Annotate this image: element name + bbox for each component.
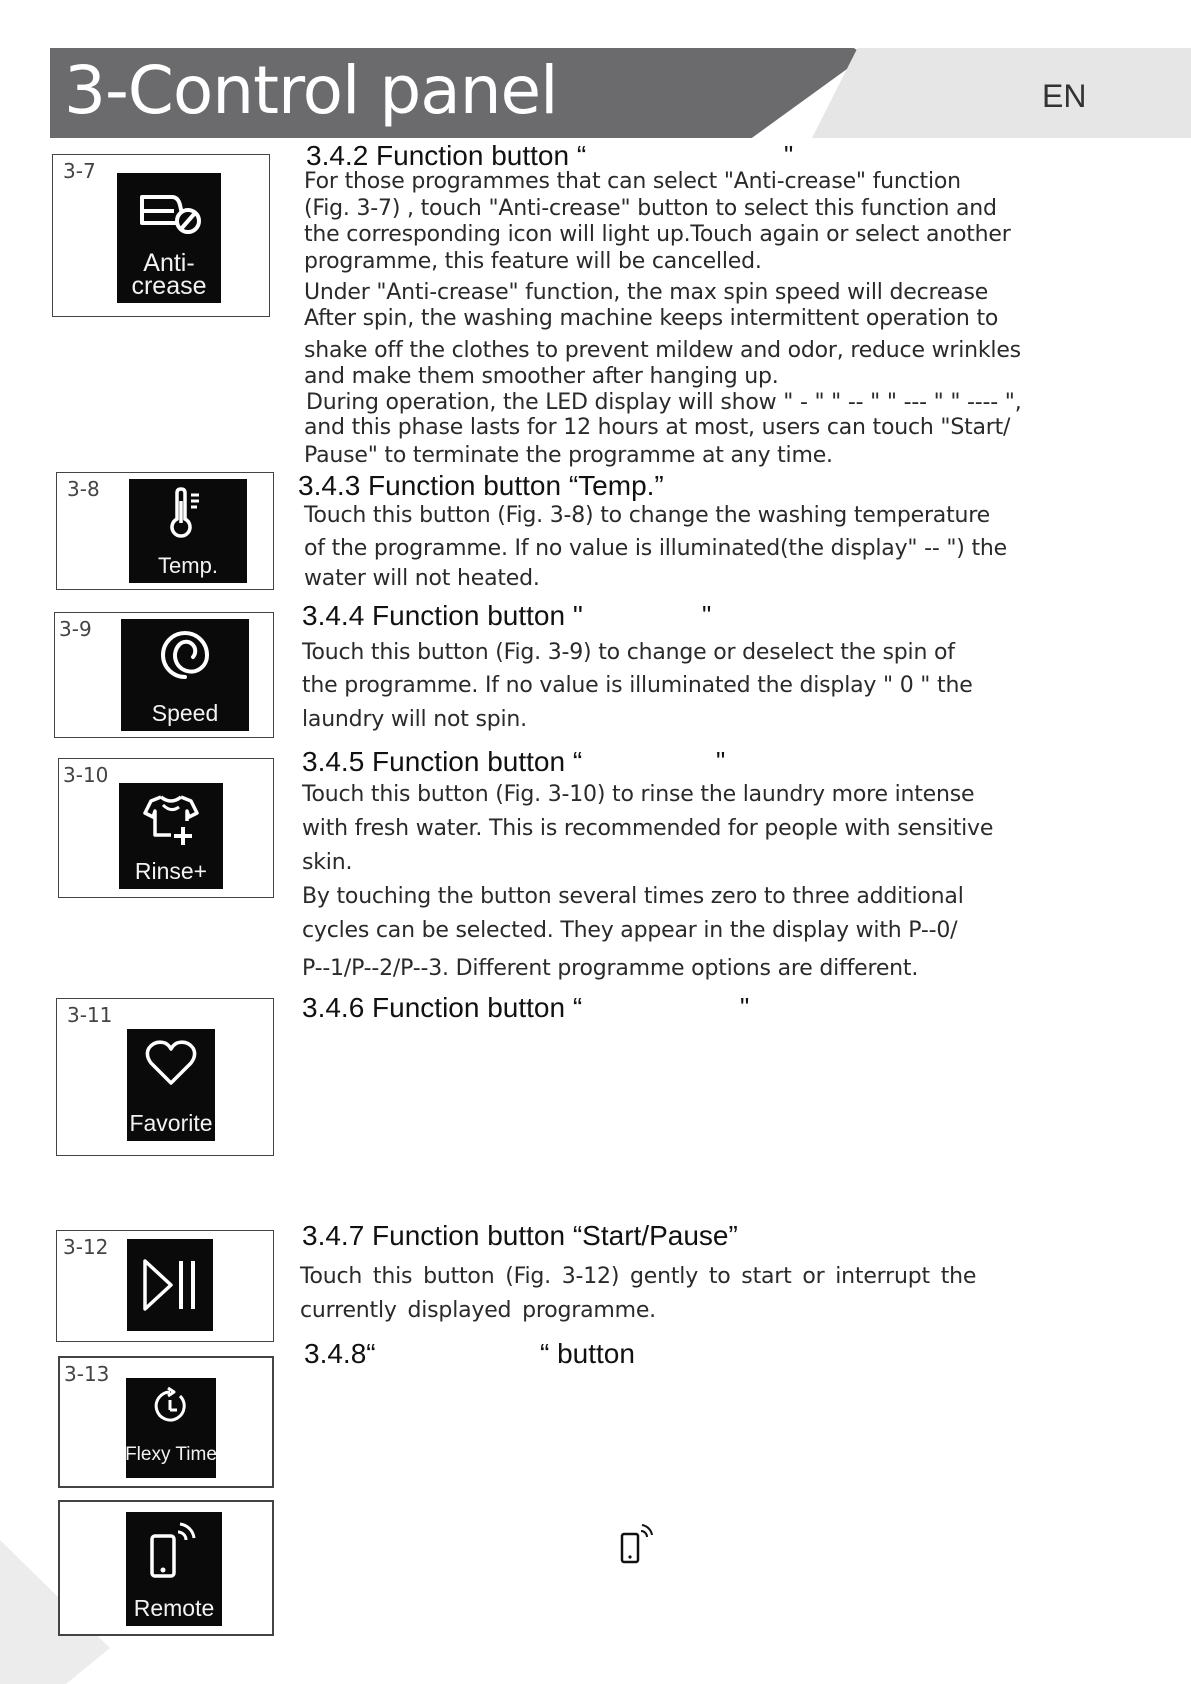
figure-number: 3-7 (63, 159, 96, 183)
section-3-4-2-line: Pause" to terminate the programme at any time. (304, 443, 833, 468)
figure-3-10 (58, 758, 274, 898)
section-3-4-7-line: currently displayed programme. (300, 1298, 656, 1323)
section-3-4-5-heading: 3.4.5 Function button “ (302, 746, 583, 777)
phone-remote-icon (148, 1520, 198, 1582)
section-3-4-8-tail: “ button (540, 1338, 635, 1369)
section-3-4-2-line: Under "Anti-crease" function, the max spin speed will decrease (304, 280, 989, 305)
section-3-4-2-line: During operation, the LED display will show " - " " -- " " --- " " ---- ", (306, 390, 1022, 415)
section-3-4-3-heading: 3.4.3 Function button “Temp.” (298, 470, 664, 501)
section-3-4-5-line: P--1/P--2/P--3. Different programme options are different. (302, 956, 919, 981)
section-3-4-2-line: After spin, the washing machine keeps intermittent operation to (304, 306, 999, 331)
temp-button (129, 479, 247, 583)
language-label: EN (1042, 78, 1087, 114)
heart-icon (145, 1039, 197, 1087)
figure-remote (58, 1500, 274, 1636)
favorite-label: Favorite (129, 1110, 213, 1136)
section-3-4-5-line: with fresh water. This is recommended for people with sensitive (302, 816, 994, 841)
start-pause-button (127, 1239, 213, 1331)
figure-number: 3-8 (67, 477, 100, 501)
section-3-4-6-heading: 3.4.6 Function button “ (302, 992, 583, 1023)
speed-button (121, 619, 249, 731)
section-3-4-2-line: programme, this feature will be cancelled. (304, 249, 762, 274)
figure-number: 3-10 (63, 763, 109, 787)
section-3-4-4-line: Touch this button (Fig. 3-9) to change or deselect the spin of (302, 640, 955, 665)
flexy-time-label: Flexy Time (125, 1444, 217, 1465)
section-3-4-2-line: and make them smoother after hanging up. (304, 364, 779, 389)
figure-3-13 (58, 1356, 274, 1488)
figure-number: 3-11 (67, 1003, 113, 1027)
section-3-4-8-heading: 3.4.8“ (304, 1338, 376, 1369)
figure-number: 3-12 (63, 1235, 109, 1259)
section-3-4-3-line: of the programme. If no value is illuminated(the display" -- ") the (304, 536, 1007, 561)
figure-3-12 (56, 1230, 274, 1342)
closing-quote: " (740, 992, 750, 1022)
section-3-4-3-line: water will not heated. (304, 566, 540, 591)
temp-label: Temp. (158, 553, 218, 578)
rinse-plus-button (119, 783, 223, 889)
section-3-4-5-line: Touch this button (Fig. 3-10) to rinse the laundry more intense (302, 782, 975, 807)
section-3-4-2-line: For those programmes that can select "Anti-crease" function (304, 169, 961, 194)
anti-crease-button (117, 173, 221, 303)
iron-no-crease-icon (134, 189, 204, 239)
remote-label: Remote (133, 1595, 215, 1621)
play-pause-icon (141, 1257, 201, 1313)
remote-button (126, 1512, 222, 1626)
section-3-4-7-line: Touch this button (Fig. 3-12) gently to start or interrupt the (300, 1264, 977, 1289)
section-3-4-4-heading: 3.4.4 Function button " (302, 600, 583, 631)
section-3-4-2-line: and this phase lasts for 12 hours at most, users can touch "Start/ (304, 415, 1011, 440)
header-accent (812, 48, 1191, 138)
figure-number: 3-13 (64, 1362, 110, 1386)
figure-3-8 (56, 472, 274, 590)
spin-spiral-icon (157, 627, 213, 683)
section-3-4-2-heading: 3.4.2 Function button “ (306, 140, 587, 171)
shirt-plus-icon (141, 791, 201, 847)
section-3-4-2-line: the corresponding icon will light up.Touch again or select another (304, 222, 1011, 247)
thermometer-icon (165, 487, 205, 539)
page-title: 3-Control panel (64, 52, 558, 129)
figure-3-7 (52, 154, 270, 317)
figure-number: 3-9 (59, 617, 92, 641)
figure-3-11 (56, 998, 274, 1156)
section-3-4-7-heading: 3.4.7 Function button “Start/Pause” (302, 1220, 738, 1251)
section-3-4-2-line: shake off the clothes to prevent mildew and odor, reduce wrinkles (304, 338, 1021, 363)
section-3-4-5-line: cycles can be selected. They appear in the display with P--0/ (302, 918, 958, 943)
section-3-4-5-line: skin. (302, 850, 353, 875)
speed-label: Speed (151, 700, 219, 726)
closing-quote: " (784, 140, 794, 170)
timer-icon (150, 1384, 190, 1428)
closing-quote: " (702, 600, 712, 630)
flexy-time-button (126, 1378, 216, 1478)
figure-3-9 (54, 612, 274, 738)
closing-quote: " (716, 746, 726, 776)
section-3-4-4-line: the programme. If no value is illuminated the display " 0 " the (302, 673, 973, 698)
favorite-button (127, 1029, 215, 1141)
section-3-4-3-line: Touch this button (Fig. 3-8) to change the washing temperature (304, 503, 990, 528)
section-3-4-2-line: (Fig. 3-7) , touch "Anti-crease" button to select this function and (304, 196, 997, 221)
phone-remote-icon (620, 1522, 654, 1566)
rinse-plus-label: Rinse+ (134, 858, 208, 884)
section-3-4-4-line: laundry will not spin. (302, 707, 527, 732)
anti-crease-label: Anti- crease (131, 248, 207, 301)
section-3-4-5-line: By touching the button several times zero to three additional (302, 884, 964, 909)
